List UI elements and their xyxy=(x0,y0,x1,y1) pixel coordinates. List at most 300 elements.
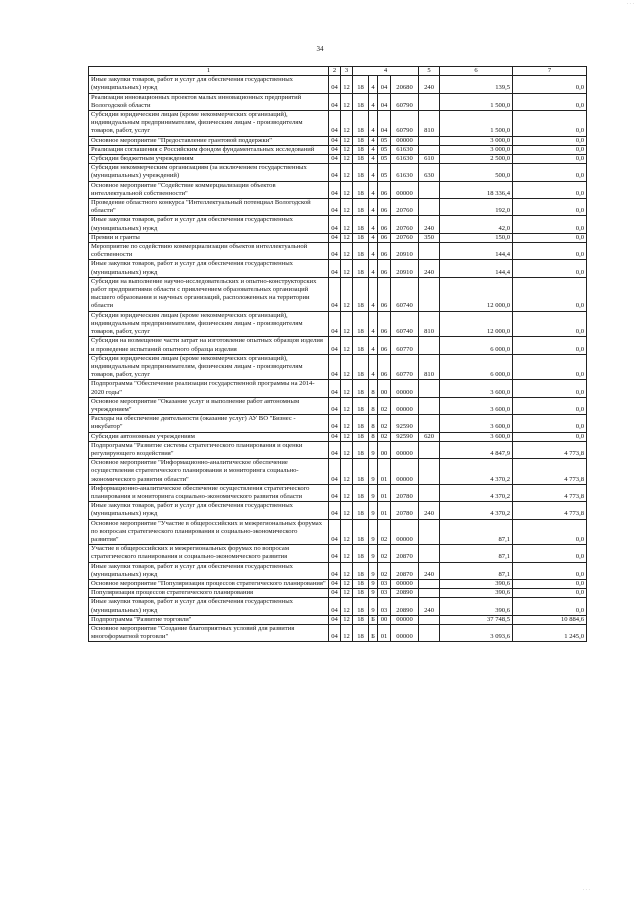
row-cell-c7: 0,0 xyxy=(513,519,587,545)
row-cell-c4b: 8 xyxy=(369,432,378,441)
row-cell-c3: 12 xyxy=(341,545,353,562)
row-cell-c4c: 01 xyxy=(378,459,391,485)
row-cell-c7: 0,0 xyxy=(513,111,587,137)
row-cell-c7: 0,0 xyxy=(513,598,587,615)
row-name: Субсидии юридическим лицам (кроме некоммерческих организаций), индивидуальным предпринимателям, физическим лицам - производителям товаров, работ, услуг xyxy=(89,354,329,380)
table-row xyxy=(89,441,587,458)
row-name: Иные закупки товаров, работ и услуг для обеспечения государственных (муниципальных) нужд xyxy=(89,76,329,93)
row-name: Подпрограмма "Обеспечение реализации государственной программы на 2014-2020 годы" xyxy=(89,380,329,397)
row-cell-c4a: 18 xyxy=(353,598,369,615)
row-name: Основное мероприятие "Информационно-аналитическое обеспечение осуществления стратегического планирования и мониторинга социально-экономического развития области" xyxy=(89,459,329,485)
table-row xyxy=(89,311,587,337)
row-cell-c4a: 18 xyxy=(353,545,369,562)
row-cell-c7: 0,0 xyxy=(513,233,587,242)
table-row xyxy=(89,459,587,485)
row-cell-c4c: 06 xyxy=(378,354,391,380)
row-cell-c4a: 18 xyxy=(353,432,369,441)
row-cell-c2: 04 xyxy=(329,181,341,198)
page-number: 34 xyxy=(316,45,324,53)
row-cell-c7: 0,0 xyxy=(513,311,587,337)
row-cell-c5 xyxy=(419,579,440,588)
row-cell-c3: 12 xyxy=(341,519,353,545)
row-cell-c4a: 18 xyxy=(353,415,369,432)
row-cell-c4c: 01 xyxy=(378,502,391,519)
row-cell-c4d: 61630 xyxy=(391,145,419,154)
row-name: Иные закупки товаров, работ и услуг для обеспечения государственных (муниципальных) нужд xyxy=(89,216,329,233)
table-row xyxy=(89,337,587,354)
row-cell-c5 xyxy=(419,93,440,110)
row-cell-c4d: 20760 xyxy=(391,199,419,216)
row-cell-c5 xyxy=(419,589,440,598)
row-cell-c4b: 4 xyxy=(369,164,378,181)
row-cell-c4b: 4 xyxy=(369,111,378,137)
table-row xyxy=(89,181,587,198)
row-cell-c2: 04 xyxy=(329,337,341,354)
row-cell-c7: 0,0 xyxy=(513,199,587,216)
row-cell-c4b: 8 xyxy=(369,415,378,432)
row-cell-c2: 04 xyxy=(329,615,341,624)
row-cell-c3: 12 xyxy=(341,181,353,198)
table-row xyxy=(89,519,587,545)
row-cell-c4a: 18 xyxy=(353,337,369,354)
row-cell-c3: 12 xyxy=(341,502,353,519)
table-row xyxy=(89,562,587,579)
row-cell-c5: 810 xyxy=(419,311,440,337)
row-cell-c2: 04 xyxy=(329,459,341,485)
row-cell-c2: 04 xyxy=(329,111,341,137)
row-cell-c5 xyxy=(419,243,440,260)
row-cell-c6: 6 000,0 xyxy=(440,337,513,354)
row-cell-c4c: 05 xyxy=(378,136,391,145)
row-name: Подпрограмма "Развитие системы стратегического планирования и оценки регулирующего воздействия" xyxy=(89,441,329,458)
row-cell-c4b: 4 xyxy=(369,76,378,93)
row-name: Субсидии юридическим лицам (кроме некоммерческих организаций), индивидуальным предпринимателям, физическим лицам - производителям товаров, работ, услуг xyxy=(89,111,329,137)
row-cell-c5 xyxy=(419,625,440,642)
row-name: Иные закупки товаров, работ и услуг для обеспечения государственных (муниципальных) нужд xyxy=(89,562,329,579)
table-row xyxy=(89,579,587,588)
table-row xyxy=(89,199,587,216)
scan-artifact: · · · xyxy=(582,888,590,893)
row-cell-c3: 12 xyxy=(341,277,353,311)
row-cell-c3: 12 xyxy=(341,311,353,337)
row-cell-c4b: 8 xyxy=(369,380,378,397)
row-cell-c2: 04 xyxy=(329,432,341,441)
row-cell-c3: 12 xyxy=(341,155,353,164)
row-cell-c7: 0,0 xyxy=(513,216,587,233)
row-cell-c3: 12 xyxy=(341,397,353,414)
row-cell-c4d: 60740 xyxy=(391,277,419,311)
column-header: 3 xyxy=(341,67,353,76)
row-cell-c4c: 06 xyxy=(378,199,391,216)
row-name: Иные закупки товаров, работ и услуг для обеспечения государственных (муниципальных) нужд xyxy=(89,260,329,277)
row-cell-c5 xyxy=(419,459,440,485)
row-name: Субсидии автономным учреждениям xyxy=(89,432,329,441)
column-header: 1 xyxy=(89,67,329,76)
row-cell-c7: 0,0 xyxy=(513,164,587,181)
row-name: Участие в общероссийских и межрегиональных форумах по вопросам стратегического планирования и социально-экономического развития xyxy=(89,545,329,562)
column-header: 2 xyxy=(329,67,341,76)
row-cell-c4c: 02 xyxy=(378,562,391,579)
row-cell-c4c: 06 xyxy=(378,243,391,260)
row-cell-c2: 04 xyxy=(329,199,341,216)
row-cell-c6: 4 370,2 xyxy=(440,484,513,501)
row-cell-c3: 12 xyxy=(341,484,353,501)
row-cell-c2: 04 xyxy=(329,519,341,545)
table-row xyxy=(89,260,587,277)
row-cell-c4d: 00000 xyxy=(391,397,419,414)
row-cell-c4a: 18 xyxy=(353,579,369,588)
row-cell-c5: 240 xyxy=(419,598,440,615)
row-cell-c5 xyxy=(419,441,440,458)
row-cell-c4d: 20760 xyxy=(391,216,419,233)
row-cell-c4a: 18 xyxy=(353,519,369,545)
row-cell-c3: 12 xyxy=(341,164,353,181)
row-cell-c4b: 4 xyxy=(369,155,378,164)
table-row xyxy=(89,545,587,562)
row-cell-c4d: 20870 xyxy=(391,562,419,579)
row-cell-c7: 0,0 xyxy=(513,181,587,198)
row-cell-c6: 3 000,0 xyxy=(440,136,513,145)
row-cell-c7: 0,0 xyxy=(513,145,587,154)
row-cell-c3: 12 xyxy=(341,354,353,380)
row-cell-c4b: 4 xyxy=(369,233,378,242)
row-cell-c6: 12 000,0 xyxy=(440,277,513,311)
row-cell-c4c: 06 xyxy=(378,277,391,311)
row-cell-c4d: 20910 xyxy=(391,243,419,260)
row-cell-c3: 12 xyxy=(341,625,353,642)
row-cell-c5 xyxy=(419,615,440,624)
row-cell-c4a: 18 xyxy=(353,311,369,337)
row-name: Субсидии бюджетным учреждениям xyxy=(89,155,329,164)
table-row xyxy=(89,277,587,311)
row-cell-c2: 04 xyxy=(329,441,341,458)
row-cell-c5: 610 xyxy=(419,155,440,164)
row-name: Субсидия на возмещение части затрат на изготовление опытных образцов изделия и проведение испытаний опытного образца изделия xyxy=(89,337,329,354)
row-cell-c5: 240 xyxy=(419,562,440,579)
row-cell-c4a: 18 xyxy=(353,625,369,642)
row-cell-c5: 630 xyxy=(419,164,440,181)
table-row xyxy=(89,216,587,233)
row-cell-c7: 4 773,8 xyxy=(513,484,587,501)
table-row xyxy=(89,111,587,137)
row-cell-c7: 0,0 xyxy=(513,380,587,397)
row-cell-c5 xyxy=(419,136,440,145)
row-cell-c4c: 02 xyxy=(378,545,391,562)
row-cell-c4a: 18 xyxy=(353,459,369,485)
row-cell-c4b: Б xyxy=(369,615,378,624)
row-cell-c4b: 4 xyxy=(369,93,378,110)
row-cell-c4d: 92590 xyxy=(391,415,419,432)
row-cell-c6: 390,6 xyxy=(440,598,513,615)
row-cell-c2: 04 xyxy=(329,502,341,519)
row-cell-c6: 4 847,9 xyxy=(440,441,513,458)
row-cell-c3: 12 xyxy=(341,243,353,260)
row-cell-c4a: 18 xyxy=(353,136,369,145)
table-row xyxy=(89,354,587,380)
row-cell-c3: 12 xyxy=(341,111,353,137)
row-cell-c4a: 18 xyxy=(353,181,369,198)
row-cell-c6: 144,4 xyxy=(440,260,513,277)
row-cell-c6: 3 600,0 xyxy=(440,380,513,397)
row-name: Популяризация процессов стратегического планирования xyxy=(89,589,329,598)
row-cell-c3: 12 xyxy=(341,432,353,441)
row-name: Подпрограмма "Развитие торговли" xyxy=(89,615,329,624)
row-cell-c4d: 00000 xyxy=(391,441,419,458)
row-cell-c5: 810 xyxy=(419,354,440,380)
row-cell-c4d: 60770 xyxy=(391,337,419,354)
row-name: Премии и гранты xyxy=(89,233,329,242)
row-name: Проведение областного конкурса "Интеллектуальный потенциал Вологодской области" xyxy=(89,199,329,216)
row-cell-c4d: 20680 xyxy=(391,76,419,93)
row-cell-c4b: 4 xyxy=(369,136,378,145)
row-cell-c2: 04 xyxy=(329,545,341,562)
row-cell-c5 xyxy=(419,484,440,501)
row-cell-c4b: Б xyxy=(369,625,378,642)
row-cell-c4a: 18 xyxy=(353,155,369,164)
row-cell-c3: 12 xyxy=(341,260,353,277)
row-cell-c5: 240 xyxy=(419,216,440,233)
row-cell-c7: 0,0 xyxy=(513,579,587,588)
row-cell-c4c: 02 xyxy=(378,432,391,441)
row-cell-c5 xyxy=(419,145,440,154)
row-cell-c6: 4 370,2 xyxy=(440,502,513,519)
row-cell-c5: 350 xyxy=(419,233,440,242)
row-name: Субсидии юридическим лицам (кроме некоммерческих организаций), индивидуальным предпринимателям, физическим лицам - производителям товаров, работ, услуг xyxy=(89,311,329,337)
table-row xyxy=(89,484,587,501)
row-cell-c6: 87,1 xyxy=(440,519,513,545)
row-cell-c7: 0,0 xyxy=(513,136,587,145)
row-cell-c4b: 9 xyxy=(369,502,378,519)
table-row xyxy=(89,615,587,624)
row-cell-c4c: 05 xyxy=(378,145,391,154)
row-name: Мероприятие по содействию коммерциализации объектов интеллектуальной собственности xyxy=(89,243,329,260)
row-cell-c3: 12 xyxy=(341,459,353,485)
row-cell-c2: 04 xyxy=(329,354,341,380)
row-cell-c4b: 9 xyxy=(369,562,378,579)
row-cell-c4b: 4 xyxy=(369,260,378,277)
row-cell-c2: 04 xyxy=(329,260,341,277)
row-cell-c6: 3 600,0 xyxy=(440,432,513,441)
row-cell-c4a: 18 xyxy=(353,260,369,277)
row-cell-c7: 4 773,8 xyxy=(513,441,587,458)
row-cell-c4a: 18 xyxy=(353,441,369,458)
column-header: 5 xyxy=(419,67,440,76)
row-cell-c4d: 00000 xyxy=(391,136,419,145)
table-row xyxy=(89,397,587,414)
row-cell-c2: 04 xyxy=(329,145,341,154)
table-row xyxy=(89,145,587,154)
table-row xyxy=(89,625,587,642)
row-cell-c6: 1 500,0 xyxy=(440,93,513,110)
row-cell-c4d: 00000 xyxy=(391,615,419,624)
table-body xyxy=(89,76,587,642)
row-cell-c2: 04 xyxy=(329,233,341,242)
row-cell-c4c: 04 xyxy=(378,93,391,110)
row-cell-c4b: 4 xyxy=(369,199,378,216)
row-cell-c5 xyxy=(419,199,440,216)
row-cell-c4a: 18 xyxy=(353,111,369,137)
row-cell-c4b: 4 xyxy=(369,277,378,311)
row-cell-c4d: 00000 xyxy=(391,459,419,485)
row-cell-c7: 0,0 xyxy=(513,562,587,579)
scan-artifact: · · · xyxy=(626,2,634,7)
row-cell-c6: 3 600,0 xyxy=(440,415,513,432)
row-cell-c2: 04 xyxy=(329,589,341,598)
row-cell-c5 xyxy=(419,545,440,562)
row-cell-c4d: 00000 xyxy=(391,181,419,198)
row-name: Субсидии на выполнение научно-исследовательских и опытно-конструкторских работ предприятиями области с привлечением образовательных организаций высшего образования и научных организаций, расположенных на территории области xyxy=(89,277,329,311)
table-row xyxy=(89,598,587,615)
row-cell-c5: 810 xyxy=(419,111,440,137)
row-cell-c4c: 06 xyxy=(378,233,391,242)
row-cell-c4d: 00000 xyxy=(391,380,419,397)
row-cell-c4b: 4 xyxy=(369,354,378,380)
row-cell-c5 xyxy=(419,397,440,414)
row-cell-c4a: 18 xyxy=(353,502,369,519)
row-cell-c2: 04 xyxy=(329,243,341,260)
row-cell-c6: 139,5 xyxy=(440,76,513,93)
row-cell-c4d: 20910 xyxy=(391,260,419,277)
row-cell-c2: 04 xyxy=(329,415,341,432)
table-row xyxy=(89,415,587,432)
row-cell-c4c: 06 xyxy=(378,181,391,198)
row-cell-c6: 3 600,0 xyxy=(440,397,513,414)
row-cell-c2: 04 xyxy=(329,484,341,501)
row-cell-c4c: 06 xyxy=(378,260,391,277)
row-cell-c7: 0,0 xyxy=(513,354,587,380)
row-cell-c2: 04 xyxy=(329,380,341,397)
row-cell-c7: 0,0 xyxy=(513,155,587,164)
row-name: Основное мероприятие "Создание благоприятных условий для развития многоформатной торговли" xyxy=(89,625,329,642)
row-cell-c3: 12 xyxy=(341,380,353,397)
row-cell-c6: 12 000,0 xyxy=(440,311,513,337)
row-cell-c4c: 03 xyxy=(378,589,391,598)
row-cell-c5 xyxy=(419,181,440,198)
row-cell-c6: 2 500,0 xyxy=(440,155,513,164)
row-cell-c7: 0,0 xyxy=(513,337,587,354)
table-row xyxy=(89,589,587,598)
row-cell-c4a: 18 xyxy=(353,199,369,216)
row-cell-c4b: 9 xyxy=(369,579,378,588)
table-row xyxy=(89,432,587,441)
row-cell-c5: 620 xyxy=(419,432,440,441)
row-cell-c4d: 20780 xyxy=(391,484,419,501)
row-cell-c4a: 18 xyxy=(353,562,369,579)
row-cell-c7: 0,0 xyxy=(513,93,587,110)
row-name: Иные закупки товаров, работ и услуг для обеспечения государственных (муниципальных) нужд xyxy=(89,598,329,615)
row-cell-c4b: 8 xyxy=(369,397,378,414)
row-cell-c4c: 02 xyxy=(378,415,391,432)
row-cell-c5 xyxy=(419,415,440,432)
table-row xyxy=(89,380,587,397)
column-header: 6 xyxy=(440,67,513,76)
row-cell-c4c: 02 xyxy=(378,397,391,414)
row-cell-c4a: 18 xyxy=(353,233,369,242)
row-cell-c6: 390,6 xyxy=(440,589,513,598)
row-cell-c5 xyxy=(419,277,440,311)
row-cell-c3: 12 xyxy=(341,136,353,145)
row-cell-c4d: 00000 xyxy=(391,625,419,642)
row-name: Основное мероприятие "Популяризация процессов стратегического планирования" xyxy=(89,579,329,588)
table-row xyxy=(89,136,587,145)
row-cell-c7: 0,0 xyxy=(513,397,587,414)
row-name: Реализация инновационных проектов малых инновационных предприятий Вологодской области xyxy=(89,93,329,110)
row-cell-c4c: 04 xyxy=(378,111,391,137)
budget-table xyxy=(88,66,587,642)
row-cell-c4d: 20890 xyxy=(391,598,419,615)
row-cell-c4c: 06 xyxy=(378,216,391,233)
table-row xyxy=(89,243,587,260)
row-cell-c4d: 61630 xyxy=(391,155,419,164)
row-cell-c4c: 02 xyxy=(378,519,391,545)
row-cell-c4d: 61630 xyxy=(391,164,419,181)
row-cell-c4b: 4 xyxy=(369,337,378,354)
row-cell-c2: 04 xyxy=(329,625,341,642)
row-cell-c3: 12 xyxy=(341,76,353,93)
row-cell-c6: 390,6 xyxy=(440,579,513,588)
row-cell-c3: 12 xyxy=(341,615,353,624)
row-cell-c4c: 05 xyxy=(378,164,391,181)
row-cell-c4a: 18 xyxy=(353,484,369,501)
row-cell-c7: 0,0 xyxy=(513,589,587,598)
row-cell-c3: 12 xyxy=(341,337,353,354)
row-cell-c6: 192,0 xyxy=(440,199,513,216)
row-cell-c2: 04 xyxy=(329,311,341,337)
row-cell-c4b: 9 xyxy=(369,589,378,598)
row-cell-c4d: 00000 xyxy=(391,519,419,545)
row-name: Основное мероприятие "Участие в общероссийских и межрегиональных форумах по вопросам стратегического планирования и социально-экономического развития" xyxy=(89,519,329,545)
row-cell-c4a: 18 xyxy=(353,277,369,311)
row-cell-c6: 500,0 xyxy=(440,164,513,181)
row-cell-c5: 240 xyxy=(419,76,440,93)
row-cell-c2: 04 xyxy=(329,164,341,181)
row-cell-c4c: 06 xyxy=(378,337,391,354)
row-cell-c4a: 18 xyxy=(353,354,369,380)
row-cell-c7: 10 884,6 xyxy=(513,615,587,624)
row-cell-c2: 04 xyxy=(329,155,341,164)
row-cell-c4a: 18 xyxy=(353,164,369,181)
row-cell-c4b: 4 xyxy=(369,311,378,337)
row-name: Субсидии некоммерческим организациям (за исключением государственных (муниципальных) учреждений) xyxy=(89,164,329,181)
row-cell-c6: 3 000,0 xyxy=(440,145,513,154)
row-cell-c7: 1 245,0 xyxy=(513,625,587,642)
row-name: Расходы на обеспечение деятельности (оказание услуг) АУ ВО "Бизнес - инкубатор" xyxy=(89,415,329,432)
row-cell-c4c: 00 xyxy=(378,380,391,397)
row-cell-c4b: 4 xyxy=(369,243,378,260)
row-cell-c6: 18 336,4 xyxy=(440,181,513,198)
row-cell-c4d: 20890 xyxy=(391,589,419,598)
row-cell-c4d: 60770 xyxy=(391,354,419,380)
row-cell-c6: 3 093,6 xyxy=(440,625,513,642)
column-header: 7 xyxy=(513,67,587,76)
row-cell-c4d: 00000 xyxy=(391,579,419,588)
row-cell-c6: 4 370,2 xyxy=(440,459,513,485)
row-cell-c2: 04 xyxy=(329,93,341,110)
row-cell-c4d: 60790 xyxy=(391,93,419,110)
row-cell-c7: 0,0 xyxy=(513,76,587,93)
row-cell-c4b: 9 xyxy=(369,459,378,485)
row-cell-c2: 04 xyxy=(329,277,341,311)
row-cell-c3: 12 xyxy=(341,562,353,579)
row-cell-c5 xyxy=(419,519,440,545)
row-cell-c4c: 01 xyxy=(378,484,391,501)
row-cell-c7: 0,0 xyxy=(513,545,587,562)
row-cell-c4a: 18 xyxy=(353,216,369,233)
row-cell-c4b: 4 xyxy=(369,145,378,154)
table-row xyxy=(89,233,587,242)
row-cell-c4b: 4 xyxy=(369,216,378,233)
row-cell-c4b: 9 xyxy=(369,598,378,615)
